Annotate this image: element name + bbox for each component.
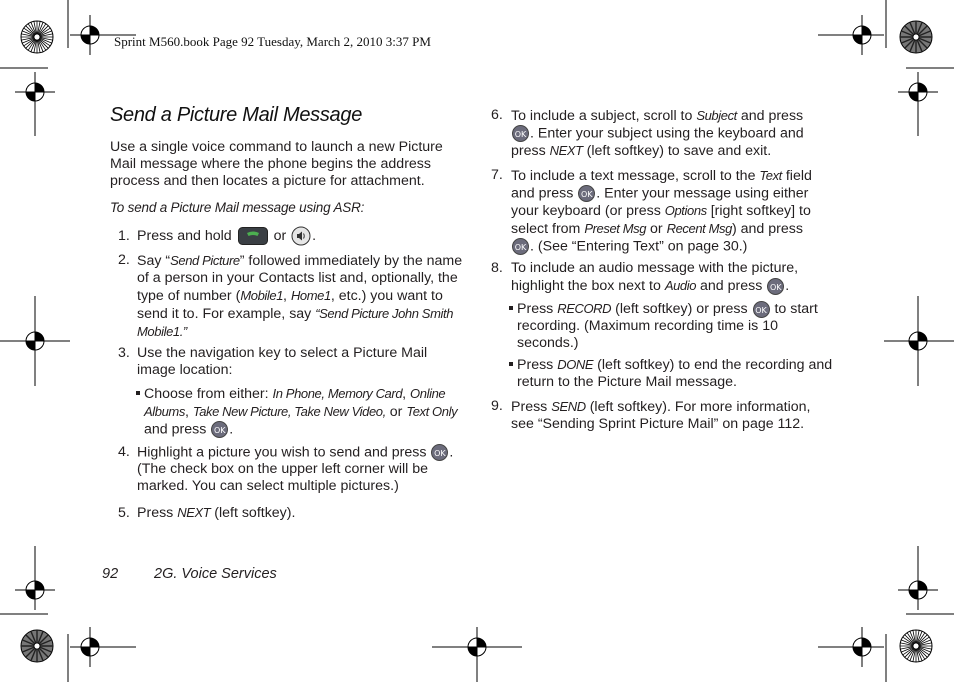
step-9: 9. Press SEND (left softkey). For more information, see “Sending Sprint Picture Mail” on page 112. — [491, 398, 811, 432]
bullet-marker — [509, 356, 517, 391]
ok-key-icon: OK — [753, 301, 770, 318]
step-2: 2. Say “Send Picture” followed immediately by the name of a person in your Contacts list and, optionally, the type of number (Mobile1, Home1, etc.) you want to send it to. For example, say “Send Picture John Smith Mobile1.” — [118, 252, 463, 339]
step-4: 4. Highlight a picture you wish to send and press OK . (The check box on the upper left corner will be marked. You can select multiple pictures.) — [118, 444, 454, 495]
bullet-marker — [509, 300, 517, 352]
intro-paragraph: Use a single voice command to launch a new Picture Mail message where the phone begins the address process and then locates a picture for attachment. — [110, 139, 443, 189]
step-8-bullet-done: Press DONE (left softkey) to end the recording and return to the Picture Mail message. — [509, 356, 834, 391]
step-8: 8. To include an audio message with the picture, highlight the box next to Audio and press OK . — [491, 260, 799, 294]
procedure-heading: To send a Picture Mail message using ASR: — [110, 200, 365, 215]
speaker-key-icon — [291, 226, 311, 246]
talk-key-icon — [238, 227, 268, 245]
page-title: Send a Picture Mail Message — [110, 104, 363, 126]
step-number: 7. — [491, 167, 503, 183]
step-number: 6. — [491, 107, 503, 123]
section-name: 2G. Voice Services — [154, 566, 277, 582]
step-number: 1. — [118, 227, 130, 244]
book-header: Sprint M560.book Page 92 Tuesday, March 2, 2010 3:37 PM — [114, 34, 431, 49]
step-number: 4. — [118, 444, 130, 460]
ok-key-icon: OK — [578, 185, 595, 202]
page-footer — [102, 566, 277, 582]
ok-key-icon: OK — [431, 444, 448, 461]
bullet-marker — [136, 385, 144, 438]
step-number: 2. — [118, 252, 130, 268]
step-1: 1. Press and hold or . — [118, 226, 468, 246]
step-3: 3. Use the navigation key to select a Picture Mail image location: — [118, 345, 428, 378]
ok-key-icon: OK — [512, 238, 529, 255]
ok-key-icon: OK — [767, 278, 784, 295]
step-3-bullet: Choose from either: In Phone, Memory Card, Online Albums, Take New Picture, Take New Video, or Text Only and press OK . — [136, 385, 466, 438]
step-7: 7. To include a text message, scroll to the Text field and press OK . Enter your message using either your keyboard (or press Options [right softkey] to select from Preset Msg or Recent Msg) and press OK . (See “Entering Text” on page 30.) — [491, 167, 812, 255]
step-number: 3. — [118, 345, 130, 361]
ok-key-icon: OK — [512, 125, 529, 142]
ok-key-icon: OK — [211, 421, 228, 438]
step-number: 8. — [491, 260, 503, 276]
step-6: 6. To include a subject, scroll to Subject and press OK . Enter your subject using the keyboard and press NEXT (left softkey) to save and exit. — [491, 107, 804, 160]
page-number: 92 — [102, 566, 119, 582]
step-number: 5. — [118, 505, 130, 521]
step-8-bullet-record: Press RECORD (left softkey) or press OK to start recording. (Maximum recording time is 10 seconds.) — [509, 300, 834, 352]
step-number: 9. — [491, 398, 503, 414]
step-5: 5. Press NEXT (left softkey). — [118, 505, 296, 521]
